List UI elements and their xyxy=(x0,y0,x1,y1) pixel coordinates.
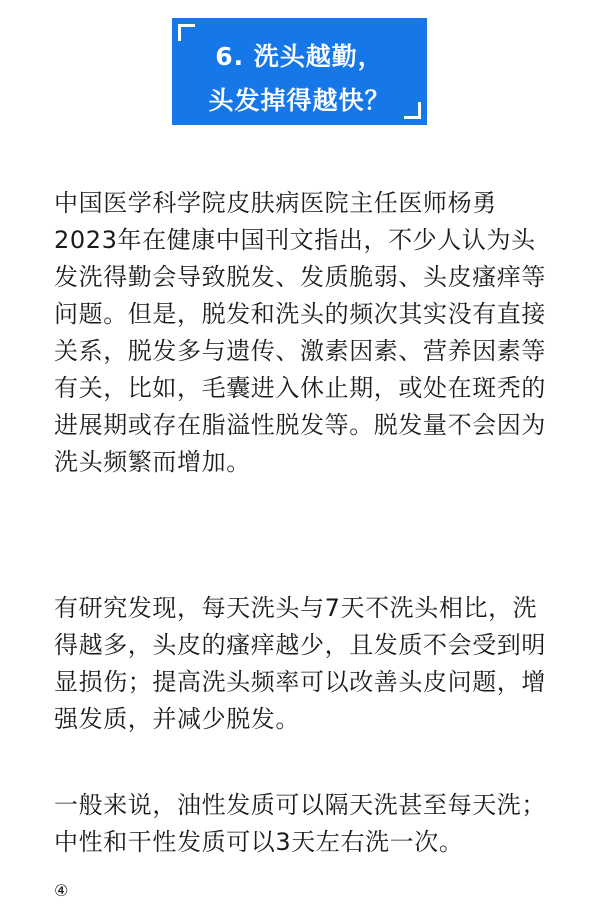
body-paragraph-2: 有研究发现，每天洗头与7天不洗头相比，洗得越多，头皮的瘙痒越少，且发质不会受到明显损伤；提高洗头频率可以改善头皮问题，增强发质，并减少脱发。 xyxy=(54,594,546,733)
body-paragraph-3: 一般来说，油性发质可以隔天洗甚至每天洗；中性和干性发质可以3天左右洗一次。 xyxy=(54,791,546,856)
footnote-marker: ④ xyxy=(54,881,69,900)
body-paragraph-1: 中国医学科学院皮肤病医院主任医师杨勇2023年在健康中国刊文指出，不少人认为头发洗得勤会导致脱发、发质脆弱、头皮瘙痒等问题。但是，脱发和洗头的频次其实没有直接关系，脱发多与遗传、激素因素、营养因素等有关，比如，毛囊进入休止期，或处在斑秃的进展期或存在脂溢性脱发等。脱发量不会因为洗头频繁而增加。 xyxy=(54,189,546,476)
section-title-line-2: 头发掉得越快？ xyxy=(208,86,391,115)
section-title-box xyxy=(172,18,427,125)
section-title-line-1: 6. 洗头越勤， xyxy=(215,42,384,71)
corner-bracket-top-left-icon xyxy=(178,24,195,41)
